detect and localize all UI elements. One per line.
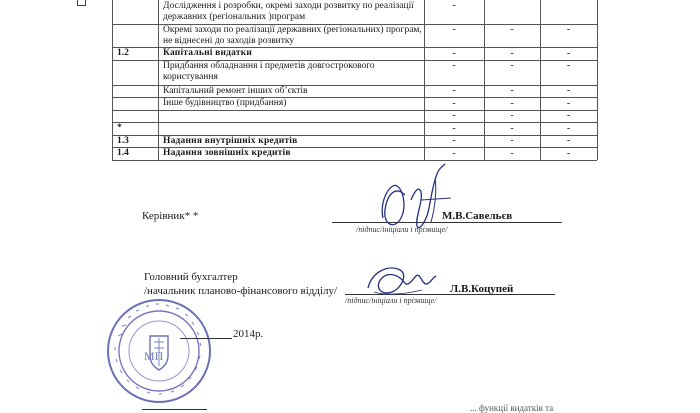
table-grid-line	[424, 0, 425, 160]
row-title: Капітальні видатки	[163, 48, 253, 58]
table-row	[112, 47, 597, 61]
row-title: Надання внутрішніх кредитів	[163, 136, 298, 146]
checkbox-mark	[77, 0, 86, 6]
budget-table	[112, 0, 597, 160]
row-value-3: -	[566, 135, 571, 146]
accountant-caption: /підпис/ініціали і прізвище/	[345, 296, 437, 305]
row-number: *	[117, 123, 122, 133]
footnote-separator	[142, 409, 207, 410]
row-value-2: -	[510, 24, 514, 35]
table-row	[112, 60, 597, 86]
table-row	[112, 122, 597, 136]
row-title: Капітальний ремонт інших об’єктів	[163, 86, 308, 96]
row-title: Надання зовнішніх кредитів	[163, 148, 291, 158]
table-row	[112, 97, 597, 111]
row-value-3: -	[566, 60, 571, 71]
row-title: Окремі заходи по реалізації державних (регіональних) програм, не віднесені до заходів розвитку	[163, 25, 422, 46]
table-row	[112, 147, 597, 161]
head-caption: /підпис/ініціали і прізвище/	[356, 225, 448, 234]
head-name: М.В.Савельєв	[442, 210, 513, 222]
row-title: Інше будівництво (придбання)	[163, 98, 287, 108]
row-number	[112, 0, 158, 24]
accountant-label: Головний бухгалтер	[144, 271, 238, 283]
row-number: 1.3	[117, 136, 129, 146]
date-text: 2014р.	[233, 328, 264, 340]
official-stamp-image	[104, 296, 214, 406]
row-value-3: -	[566, 85, 571, 96]
row-title: Придбання обладнання і предметів довгострокового користування	[163, 61, 375, 82]
row-value-2: -	[510, 85, 514, 96]
row-value-1: -	[452, 148, 456, 159]
row-value-2: -	[510, 123, 514, 134]
row-value-1: -	[452, 110, 456, 121]
row-number: 1.4	[117, 148, 129, 158]
row-value-2: -	[510, 110, 514, 121]
row-value-2: -	[510, 48, 514, 59]
head-signature-image	[365, 160, 475, 240]
row-number: 1.2	[117, 48, 129, 58]
row-value-2: -	[510, 98, 514, 109]
row-number	[112, 97, 158, 110]
accountant-signature-image	[362, 262, 442, 302]
row-number	[112, 85, 158, 97]
table-grid-line	[112, 0, 113, 160]
table-grid-line	[158, 0, 159, 160]
table-row	[112, 0, 597, 25]
table-grid-line	[540, 0, 541, 160]
row-value-1: -	[452, 0, 456, 11]
table-grid-line	[484, 0, 485, 160]
row-number	[112, 110, 158, 122]
accountant-label-2: /начальник планово-фінансового відділу/	[144, 285, 338, 297]
row-value-1: -	[452, 135, 456, 146]
row-value-3: -	[566, 123, 571, 134]
row-number	[112, 24, 158, 47]
row-value-2: -	[510, 148, 514, 159]
table-row	[112, 24, 597, 48]
row-value-3: -	[566, 24, 571, 35]
stamp-label: МП	[144, 349, 164, 363]
footer-text: ... функції видатків та	[470, 403, 554, 413]
row-value-2	[484, 0, 540, 24]
row-value-3: -	[566, 48, 571, 59]
row-value-2: -	[510, 135, 514, 146]
table-grid-line	[597, 0, 598, 160]
row-value-1: -	[452, 123, 456, 134]
row-value-1: -	[452, 48, 456, 59]
row-value-2: -	[510, 60, 514, 71]
row-value-3: -	[566, 148, 571, 159]
row-title	[158, 122, 424, 135]
row-value-1: -	[452, 98, 456, 109]
row-title: Дослідження і розробки, окремі заходи розвитку по реалізації державних (регіональних )програм	[163, 1, 414, 22]
head-label: Керівник* *	[142, 210, 199, 222]
row-number	[112, 60, 158, 85]
row-value-3: -	[566, 98, 571, 109]
row-value-1: -	[452, 24, 456, 35]
row-title	[158, 110, 424, 122]
row-value-1: -	[452, 85, 456, 96]
row-value-3	[540, 0, 597, 24]
accountant-name: Л.В.Коцупей	[450, 283, 514, 295]
row-value-3: -	[566, 110, 571, 121]
row-value-1: -	[452, 60, 456, 71]
